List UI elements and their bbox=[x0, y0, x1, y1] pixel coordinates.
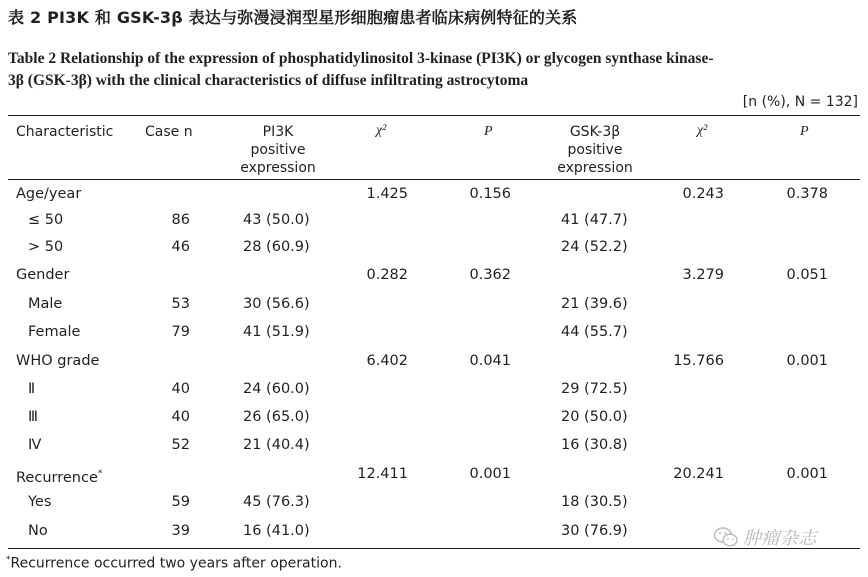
cell-pi3k: 41 (51.9) bbox=[243, 324, 310, 340]
cell-chi2-gsk3b: 15.766 bbox=[673, 353, 724, 369]
row-label: Ⅳ bbox=[28, 437, 42, 453]
cell-chi2-gsk3b: 3.279 bbox=[682, 267, 724, 283]
cell-pi3k: 45 (76.3) bbox=[243, 494, 310, 510]
cell-gsk3b: 18 (30.5) bbox=[561, 494, 628, 510]
row-label: Ⅲ bbox=[28, 409, 38, 425]
row-group-label: Age/year bbox=[16, 186, 82, 202]
header-p-pi3k: P bbox=[484, 124, 493, 139]
cell-pi3k: 16 (41.0) bbox=[243, 523, 310, 539]
cell-p-gsk3b: 0.051 bbox=[786, 267, 828, 283]
cell-p-pi3k: 0.362 bbox=[469, 267, 511, 283]
cell-gsk3b: 21 (39.6) bbox=[561, 296, 628, 312]
header-case: Case n bbox=[145, 124, 193, 140]
cell-gsk3b: 16 (30.8) bbox=[561, 437, 628, 453]
row-group-label: Gender bbox=[16, 267, 70, 283]
cell-case: 79 bbox=[171, 324, 190, 340]
header-p-gsk3b: P bbox=[800, 124, 809, 139]
cell-chi2-pi3k: 12.411 bbox=[357, 466, 408, 482]
table-header-rule bbox=[8, 179, 860, 180]
cell-gsk3b: 30 (76.9) bbox=[561, 523, 628, 539]
row-label: Female bbox=[28, 324, 81, 340]
cell-p-pi3k: 0.156 bbox=[469, 186, 511, 202]
cell-p-gsk3b: 0.001 bbox=[786, 353, 828, 369]
cell-chi2-gsk3b: 0.243 bbox=[682, 186, 724, 202]
cell-case: 40 bbox=[171, 381, 190, 397]
wechat-icon bbox=[713, 526, 739, 548]
cell-p-pi3k: 0.041 bbox=[469, 353, 511, 369]
table-footnote: *Recurrence occurred two years after operation. bbox=[6, 555, 342, 572]
cell-case: 39 bbox=[171, 523, 190, 539]
watermark bbox=[713, 524, 817, 550]
cell-pi3k: 24 (60.0) bbox=[243, 381, 310, 397]
header-pi3k: PI3K positive expression bbox=[240, 124, 316, 176]
cell-chi2-pi3k: 0.282 bbox=[366, 267, 408, 283]
header-gsk3b: GSK-3β positive expression bbox=[557, 124, 633, 176]
row-label: No bbox=[28, 523, 48, 539]
cell-chi2-pi3k: 1.425 bbox=[366, 186, 408, 202]
row-label: > 50 bbox=[28, 239, 64, 255]
cell-case: 46 bbox=[171, 239, 190, 255]
table-top-rule bbox=[8, 115, 860, 116]
table-title-en-line1: Table 2 Relationship of the expression of phosphatidylinositol 3-kinase (PI3K) or glycogen synthase kinase- bbox=[8, 50, 714, 67]
row-label: Yes bbox=[28, 494, 52, 510]
header-characteristic: Characteristic bbox=[16, 124, 114, 140]
table-meta: [n (%), N = 132] bbox=[742, 94, 858, 110]
cell-p-gsk3b: 0.001 bbox=[786, 466, 828, 482]
cell-p-pi3k: 0.001 bbox=[469, 466, 511, 482]
cell-case: 53 bbox=[171, 296, 190, 312]
row-group-label: Recurrence* bbox=[16, 469, 103, 486]
cell-chi2-gsk3b: 20.241 bbox=[673, 466, 724, 482]
row-label: Male bbox=[28, 296, 63, 312]
row-group-label: WHO grade bbox=[16, 353, 100, 369]
cell-gsk3b: 20 (50.0) bbox=[561, 409, 628, 425]
table-title-en-line2: 3β (GSK-3β) with the clinical characteristics of diffuse infiltrating astrocytoma bbox=[8, 72, 529, 89]
table-title-cn: 表 2 PI3K 和 GSK-3β 表达与弥漫浸润型星形细胞瘤患者临床病例特征的关系 bbox=[8, 8, 578, 27]
cell-chi2-pi3k: 6.402 bbox=[366, 353, 408, 369]
cell-pi3k: 43 (50.0) bbox=[243, 212, 310, 228]
cell-case: 52 bbox=[171, 437, 190, 453]
cell-gsk3b: 29 (72.5) bbox=[561, 381, 628, 397]
watermark-text: 肿瘤杂志 bbox=[743, 528, 817, 549]
cell-pi3k: 21 (40.4) bbox=[243, 437, 310, 453]
cell-pi3k: 30 (56.6) bbox=[243, 296, 310, 312]
header-chi2-gsk3b: χ² bbox=[697, 123, 708, 138]
cell-case: 86 bbox=[171, 212, 190, 228]
cell-gsk3b: 41 (47.7) bbox=[561, 212, 628, 228]
footnote-text: Recurrence occurred two years after operation. bbox=[10, 555, 342, 572]
cell-case: 40 bbox=[171, 409, 190, 425]
row-label: ≤ 50 bbox=[28, 212, 64, 228]
row-label: Ⅱ bbox=[28, 381, 36, 397]
header-chi2-pi3k: χ² bbox=[376, 123, 387, 138]
cell-p-gsk3b: 0.378 bbox=[786, 186, 828, 202]
cell-pi3k: 26 (65.0) bbox=[243, 409, 310, 425]
cell-gsk3b: 24 (52.2) bbox=[561, 239, 628, 255]
cell-case: 59 bbox=[171, 494, 190, 510]
cell-pi3k: 28 (60.9) bbox=[243, 239, 310, 255]
cell-gsk3b: 44 (55.7) bbox=[561, 324, 628, 340]
